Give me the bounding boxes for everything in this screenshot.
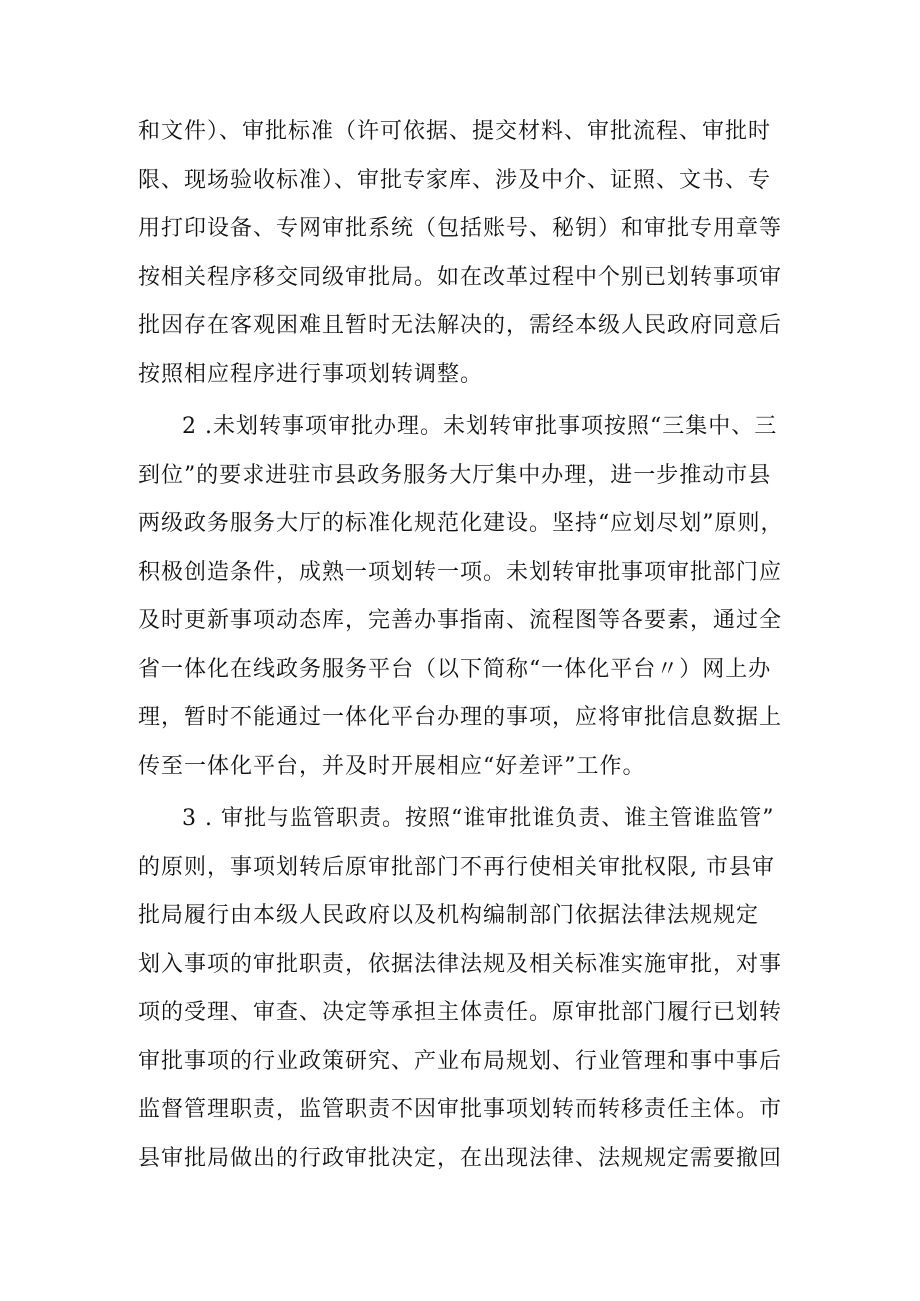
text-line: 到位”的要求进驻市县政务服务大厅集中办理，进一步推动市县 — [138, 462, 772, 488]
text-line: 项的受理、审查、决定等承担主体责任。原审批部门履行已划转 — [138, 1000, 783, 1025]
text-line: 按相关程序移交同级审批局。如在改革过程中个别已划转事项审 — [138, 264, 783, 290]
paragraph-1 — [138, 108, 798, 399]
paragraph-3 — [138, 795, 798, 1183]
text-line: 3 . 审批与监管职责。按照“谁审批谁负责、谁主管谁监管” — [182, 806, 775, 831]
document-body — [138, 108, 798, 1183]
text-line: 理，暂时不能通过一体化平台办理的事项，应将审批信息数据上 — [138, 705, 783, 730]
text-line: 积极创造条件，成熟一项划转一项。未划转审批事项审批部门应 — [138, 559, 783, 585]
text-line: 按照相应程序进行事项划转调整。 — [138, 361, 484, 387]
text-line: 批因存在客观困难且暂时无法解决的，需经本级人民政府同意后 — [138, 313, 783, 338]
text-line: 审批事项的行业政策研究、产业布局规划、行业管理和事中事后 — [138, 1048, 783, 1074]
text-line: 的原则，事项划转后原审批部门不再行使相关审批权限, 市县审 — [138, 854, 775, 880]
text-line: 省一体化在线政务服务平台（以下简称“一体化平台〃）网上办 — [138, 656, 772, 682]
text-line: 两级政务服务大厅的标准化规范化建设。坚持“应划尽划”原则， — [138, 511, 784, 536]
paragraph-2 — [138, 403, 798, 791]
text-line: 县审批局做出的行政审批决定，在出现法律、法规规定需要撤回 — [138, 1145, 783, 1171]
text-line: 监督管理职责，监管职责不因审批事项划转而转移责任主体。市 — [138, 1097, 783, 1122]
text-line: 传至一体化平台，并及时开展相应“好差评”工作。 — [138, 753, 646, 779]
text-line: 用打印设备、专网审批系统（包括账号、秘钥）和审批专用章等 — [138, 216, 783, 241]
text-line: 和文件）、审批标准（许可依据、提交材料、审批流程、审批时 — [138, 119, 772, 144]
text-line: 2 .未划转事项审批办理。未划转审批事项按照“三集中、三 — [182, 414, 778, 439]
text-line: 及时更新事项动态库，完善办事指南、流程图等各要素，通过全 — [138, 608, 783, 633]
text-line: 批局履行由本级人民政府以及机构编制部门依据法律法规规定 — [138, 903, 760, 928]
text-line: 划入事项的审批职责，依据法律法规及相关标准实施审批，对事 — [138, 951, 783, 977]
text-line: 限、现场验收标准）、审批专家库、涉及中介、证照、文书、专 — [138, 167, 772, 193]
